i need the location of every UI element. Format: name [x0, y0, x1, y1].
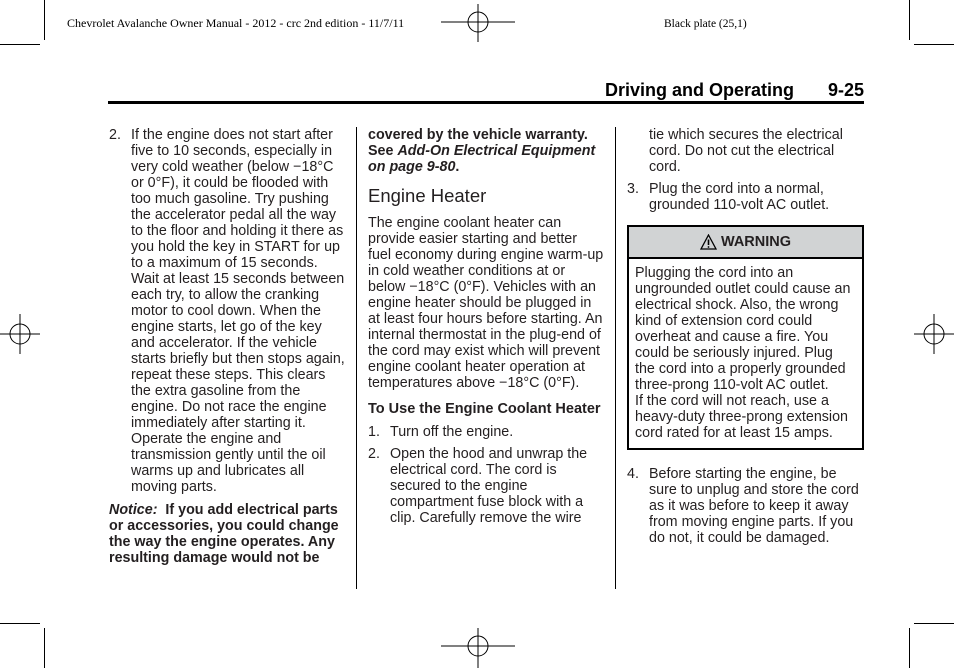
- warning-triangle-icon: [700, 234, 717, 250]
- column-divider: [615, 127, 616, 589]
- step-number: 2.: [109, 127, 121, 143]
- step-text: Plug the cord into a normal, grounded 110-volt AC outlet.: [649, 181, 830, 213]
- column-2: [368, 127, 604, 526]
- step-text: tie which secures the electrical cord. Do not cut the electrical cord.: [649, 127, 843, 175]
- warning-paragraph: If the cord will not reach, use a heavy-duty three-prong extension cord rated for at least 15 amps.: [635, 393, 848, 441]
- notice-period: .: [455, 159, 460, 175]
- step-text: Turn off the engine.: [390, 424, 514, 440]
- step-text: Before starting the engine, be sure to unplug and store the cord as it was before to keep it away from moving engine parts. If you do not, it could be damaged.: [649, 466, 859, 546]
- section-title: Driving and Operating: [604, 80, 794, 100]
- notice-label: Notice:: [109, 502, 158, 518]
- notice-text: If you add electrical parts or accessories, you could change the way the engine operates. Any resulting damage would not be: [109, 502, 339, 566]
- warning-paragraph: Plugging the cord into an ungrounded outlet could cause an electrical shock. Also, the wrong kind of extension cord could overheat and cause a fire. You could be seriously injured. Plug the cord into a properly grounded three-prong 110-volt AC outlet.: [635, 265, 851, 393]
- notice-cont-text: covered by the vehicle warranty. See: [368, 127, 588, 159]
- page-number: 9-25: [827, 80, 864, 100]
- manual-print-line: Chevrolet Avalanche Owner Manual - 2012 - crc 2nd edition - 11/7/11: [67, 16, 405, 30]
- step-number: 4.: [627, 466, 639, 482]
- warning-header: [629, 227, 862, 259]
- header-rule: [108, 101, 864, 104]
- plate-label: Black plate (25,1): [664, 18, 747, 30]
- warning-title: WARNING: [720, 234, 792, 250]
- warning-body: [629, 259, 862, 448]
- step-number: 1.: [368, 424, 380, 440]
- registration-mark-icon: [441, 4, 515, 44]
- step-2-restart: [109, 127, 347, 495]
- registration-mark-icon: [441, 626, 515, 668]
- warning-box: [627, 225, 864, 450]
- engine-heater-heading: Engine Heater: [368, 185, 487, 206]
- registration-mark-icon: [914, 314, 954, 354]
- notice-continued: [368, 127, 604, 175]
- section-header: [108, 80, 864, 101]
- step-2: [368, 446, 604, 526]
- step-number: 3.: [627, 181, 639, 197]
- step-text: Open the hood and unwrap the electrical cord. The cord is secured to the engine compartment fuse block with a clip. Carefully remove the wire: [390, 446, 588, 526]
- step-number: 2.: [368, 446, 380, 462]
- column-3: [627, 127, 864, 546]
- step-3: [627, 181, 864, 213]
- registration-mark-icon: [0, 314, 40, 354]
- step-2-continued: [627, 127, 864, 175]
- step-4: [627, 466, 864, 546]
- column-divider: [356, 127, 357, 589]
- step-1: [368, 424, 604, 440]
- step-text: If the engine does not start after five to 10 seconds, especially in very cold weather (below −18°C or 0°F), it could be flooded with too much gasoline. Try pushing the accelerator pedal all the way to the floor and holding it there as you hold the key in START for up to a maximum of 15 seconds. Wait at least 15 seconds between each try, to allow the cranking motor to cool down. When the engine starts, let go of the key and accelerator. If the vehicle starts briefly but then stops again, repeat these steps. This clears the extra gasoline from the engine. Do not race the engine immediately after starting it. Operate the engine and transmission gently until the oil warms up and lubricates all moving parts.: [131, 127, 345, 495]
- use-coolant-heater-heading: To Use the Engine Coolant Heater: [368, 401, 601, 417]
- notice-reference: Add-On Electrical Equipment on page 9-80: [368, 143, 596, 175]
- engine-heater-intro: The engine coolant heater can provide easier starting and better fuel economy during engine warm-up in cold weather conditions at or below −18°C (0°F). Vehicles with an engine heater should be plugged in at least four hours before starting. An internal thermostat in the plug-end of the cord may exist which will prevent engine coolant heater operation at temperatures above −18°C (0°F).: [368, 215, 604, 391]
- notice-paragraph: [109, 502, 347, 566]
- column-1: [109, 127, 347, 566]
